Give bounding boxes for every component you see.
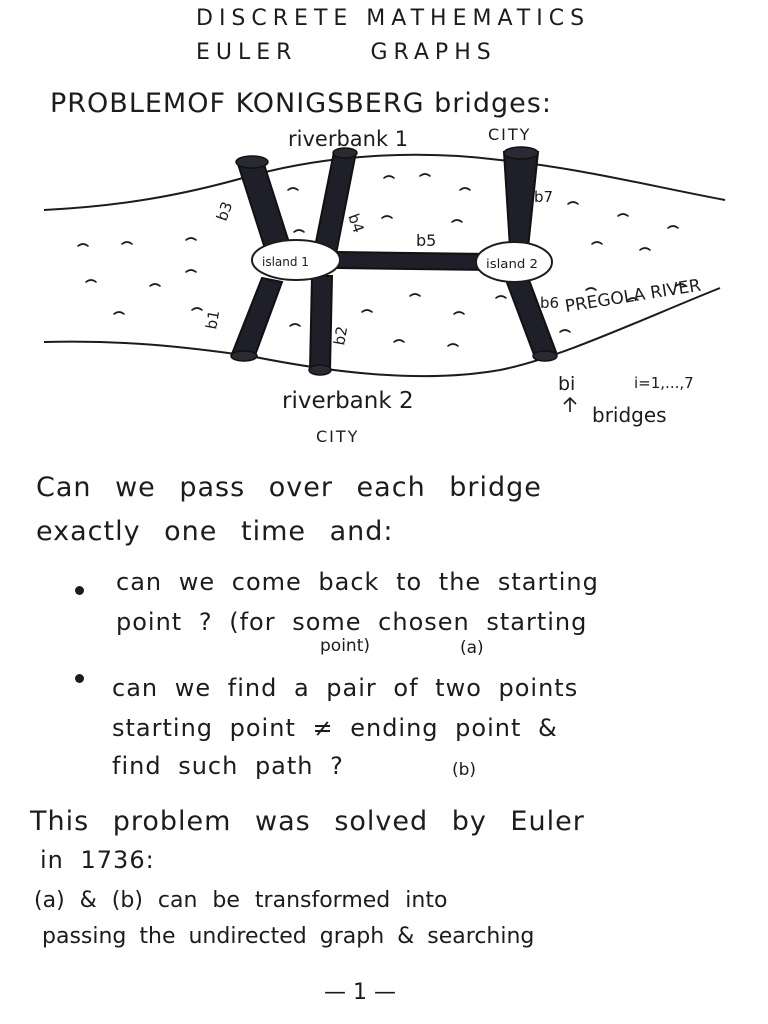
bullet-1-line-2: point ? (for some chosen starting xyxy=(116,608,588,636)
question-line-1: Can we pass over each bridge xyxy=(36,472,542,503)
transform-line-2: passing the undirected graph & searching xyxy=(42,924,535,949)
bridge-label-b2: b2 xyxy=(330,324,352,347)
riverbank-1-city: CITY xyxy=(488,125,532,144)
solved-line-1: This problem was solved by Euler xyxy=(30,806,585,837)
bullet-1-line-1: can we come back to the starting xyxy=(116,568,599,596)
island-1-label: island 1 xyxy=(262,255,309,269)
solved-line-2: in 1736: xyxy=(40,846,155,874)
bridge-b4 xyxy=(314,152,356,254)
up-arrow-icon xyxy=(564,398,576,412)
bridge-label-b5: b5 xyxy=(416,231,437,250)
bullet-marker xyxy=(75,586,84,595)
question-line-2: exactly one time and: xyxy=(36,516,394,547)
bridges-caption: bridges xyxy=(592,403,667,427)
riverbank-1-line xyxy=(44,155,725,210)
bullet-2-line-2: starting point ≠ ending point & xyxy=(112,714,558,742)
island-2-label: island 2 xyxy=(486,257,538,271)
bullet-1-tag: (a) xyxy=(460,638,484,658)
subject-title: DISCRETE MATHEMATICS xyxy=(196,6,591,31)
transform-line-1: (a) & (b) can be transformed into xyxy=(34,888,448,913)
bridge-b7 xyxy=(504,152,538,248)
bullet-2-tag: (b) xyxy=(452,760,477,780)
bridge-b2 xyxy=(310,276,332,370)
bullet-marker xyxy=(75,674,84,683)
bridge-index-bi: bi xyxy=(558,373,576,395)
bridge-label-b7: b7 xyxy=(534,188,554,206)
bridge-label-b4: b4 xyxy=(344,211,368,236)
bridge-b6 xyxy=(506,272,556,360)
bridge-index-range: i=1,...,7 xyxy=(634,374,694,392)
bridge-label-b3: b3 xyxy=(212,199,237,224)
problem-title: PROBLEMOF KONIGSBERG bridges: xyxy=(50,88,552,119)
riverbank-2-label: riverbank 2 xyxy=(282,388,414,414)
river-label: PREGOLA RIVER xyxy=(563,275,703,317)
topic-title: EULER GRAPHS xyxy=(196,40,497,65)
bridge-label-b6: b6 xyxy=(540,294,560,312)
riverbank-1-label: riverbank 1 xyxy=(288,127,409,151)
bridge-b5 xyxy=(338,252,490,270)
riverbank-2-city: CITY xyxy=(316,427,360,446)
page-number: — 1 — xyxy=(324,980,396,1005)
bridge-label-b1: b1 xyxy=(202,308,224,331)
bullet-1-subline: point) xyxy=(320,636,370,656)
bullet-2-line-1: can we find a pair of two points xyxy=(112,674,579,702)
bridge-b1 xyxy=(232,278,282,358)
bullet-2-line-3: find such path ? xyxy=(112,752,344,780)
